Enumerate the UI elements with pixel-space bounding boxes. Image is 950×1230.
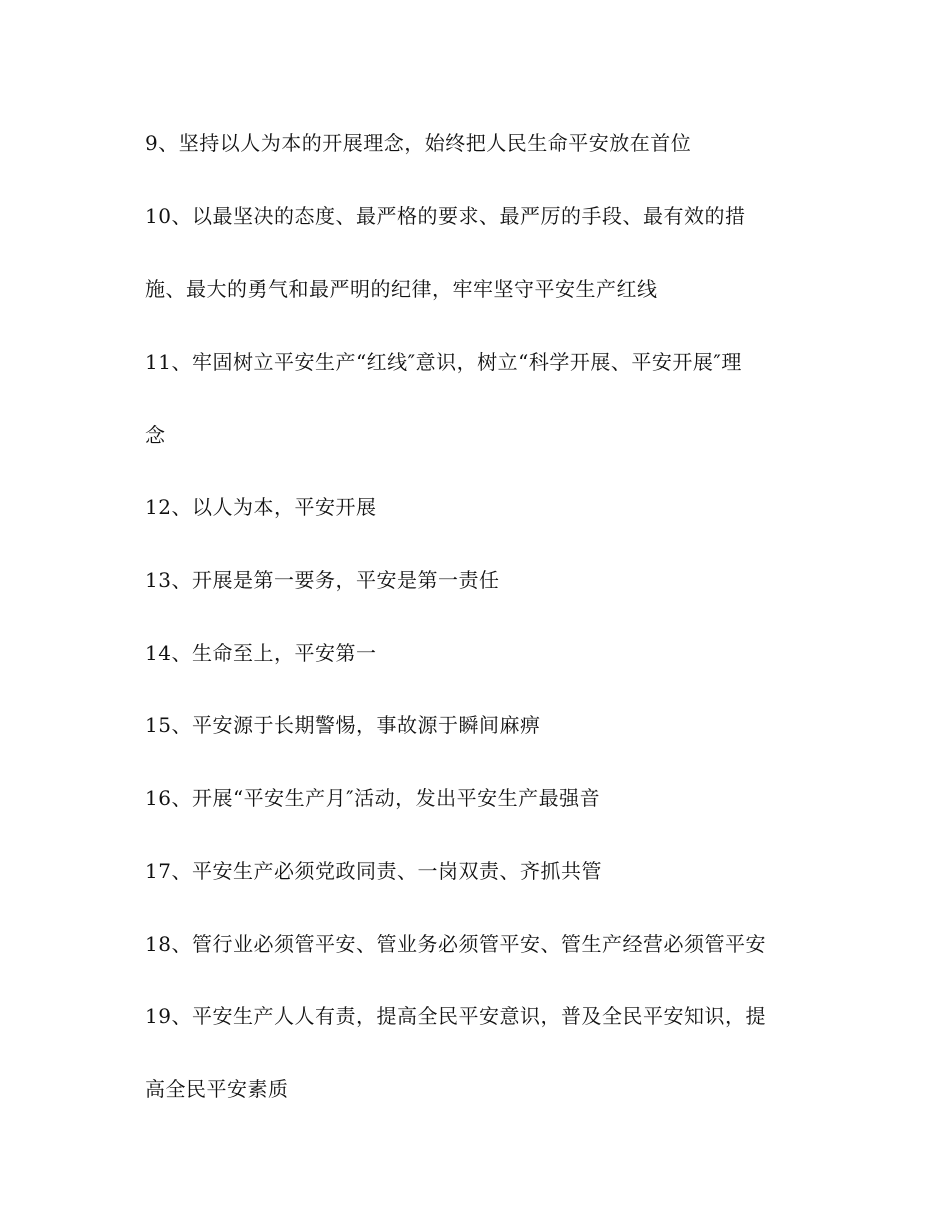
slogan-line: 9、坚持以人为本的开展理念，始终把人民生命平安放在首位 xyxy=(145,131,692,155)
slogan-line: 18、管行业必须管平安、管业务必须管平安、管生产经营必须管平安 xyxy=(145,932,766,956)
slogan-line: 12、以人为本，平安开展 xyxy=(145,495,377,519)
slogan-line: 高全民平安素质 xyxy=(145,1077,289,1101)
slogan-line: 14、生命至上，平安第一 xyxy=(145,641,377,665)
slogan-line: 17、平安生产必须党政同责、一岗双责、齐抓共管 xyxy=(145,859,602,883)
slogan-line: 11、牢固树立平安生产“红线″意识，树立“科学开展、平安开展″理 xyxy=(145,350,742,374)
slogan-line: 念 xyxy=(145,423,166,447)
slogan-line: 施、最大的勇气和最严明的纪律，牢牢坚守平安生产红线 xyxy=(145,277,658,301)
slogan-line: 19、平安生产人人有责，提高全民平安意识，普及全民平安知识，提 xyxy=(145,1004,766,1028)
slogan-line: 16、开展“平安生产月″活动，发出平安生产最强音 xyxy=(145,786,601,810)
slogan-line: 13、开展是第一要务，平安是第一责任 xyxy=(145,568,500,592)
slogan-line: 10、以最坚决的态度、最严格的要求、最严厉的手段、最有效的措 xyxy=(145,204,746,228)
slogan-line: 15、平安源于长期警惕，事故源于瞬间麻痹 xyxy=(145,713,541,737)
